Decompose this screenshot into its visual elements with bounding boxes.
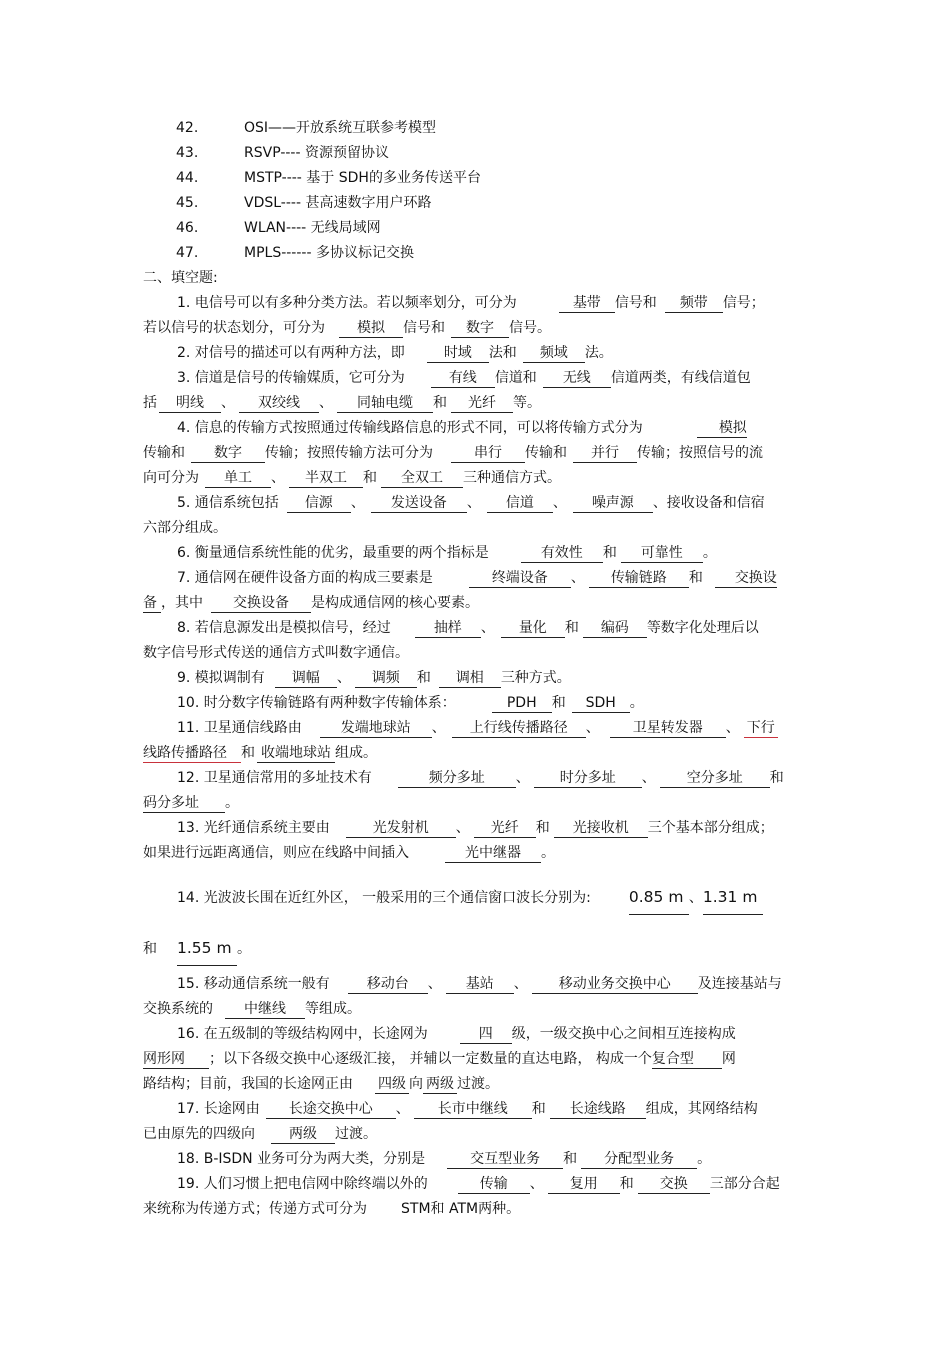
answer-blank: 数字 — [191, 444, 265, 463]
answer-blank: 两级 — [423, 1075, 457, 1094]
list-item: 46. WLAN---- 无线局域网 — [176, 220, 381, 236]
question-3: 3. 信道是信号的传输媒质，它可分为 有线 信道和 无线 信道两类，有线信道包 括 明线 、 双绞线 、 同轴电缆 和 光纤 等。 — [143, 370, 751, 411]
answer-blank: 移动业务交换中心 — [532, 975, 698, 994]
answer-blank: 有线 — [431, 369, 495, 388]
answer-blank: 半双工 — [289, 469, 363, 488]
answer-blank: 卫星转发器 — [610, 719, 726, 738]
answer-blank: 线路传播路径 — [143, 744, 241, 763]
question-15: 15. 移动通信系统一般有 移动台 、 基站 、 移动业务交换中心 及连接基站与 交换系统的 中继线 等组成。 — [143, 976, 782, 1017]
question-18: 18. B-ISDN 业务可分为两大类，分别是 交互型业务 和 分配型业务 。 — [177, 1151, 712, 1167]
question-8: 8. 若信息源发出是模拟信号，经过 抽样 、 量化 和 编码 等数字化处理后以 数字信号形式传送的通信方式叫数字通信。 — [143, 620, 759, 661]
section-title: 二、填空题: — [143, 270, 218, 286]
answer-blank: 交互型业务 — [447, 1150, 563, 1169]
answer-blank: 1.55 m — [177, 931, 237, 966]
answer-blank: 传输链路 — [589, 569, 689, 588]
answer-blank: 调相 — [439, 669, 501, 688]
question-13: 13. 光纤通信系统主要由 光发射机 、 光纤 和 光接收机 三个基本部分组成； 如果进行远距离通信，则应在线路中间插入 光中继器 。 — [143, 820, 774, 861]
answer-blank: 抽样 — [415, 619, 481, 638]
answer-blank: 复用 — [548, 1175, 620, 1194]
answer-blank: 数字 — [451, 319, 509, 338]
question-11: 11. 卫星通信线路由 发端地球站 、 上行线传播路径 、 卫星转发器 、 下行 线路传播路径 和 收端地球站 组成。 — [143, 716, 807, 766]
question-16: 16. 在五级制的等级结构网中，长途网为 四 级，一级交换中心之间相互连接构成 网形网 ；以下各级交换中心逐级汇接， 并辅以一定数量的直达电路， 构成一个复合型 网 路结构；目前，我国的长途网正由 四级 向 两级 过渡。 — [143, 1026, 736, 1092]
answer-blank: 码分多址 — [143, 794, 225, 813]
answer-blank: 明线 — [159, 394, 221, 413]
answer-blank: 0.85 m — [629, 880, 689, 915]
question-5: 5. 通信系统包括 信源 、 发送设备 、 信道 、 噪声源 、接收设备和信宿 六部分组成。 — [143, 495, 765, 536]
answer-blank: 中继线 — [225, 1000, 305, 1019]
list-item: 47. MPLS------ 多协议标记交换 — [176, 245, 414, 261]
answer-blank: 编码 — [583, 619, 647, 638]
answer-blank: 调频 — [355, 669, 417, 688]
list-item: 42. OSI——开放系统互联参考模型 — [176, 120, 437, 136]
answer-blank: 并行 — [573, 444, 637, 463]
question-14: 14. 光波波长围在近红外区， 一般采用的三个通信窗口波长分别为: 0.85 m 、1.31 m 和 1.55 m 。 — [143, 880, 807, 956]
answer-blank: 终端设备 — [469, 569, 571, 588]
answer-blank: 信源 — [287, 494, 351, 513]
answer-blank: 四级 — [375, 1075, 409, 1094]
answer-blank: 长市中继线 — [414, 1100, 532, 1119]
answer-blank: 时域 — [427, 344, 489, 363]
question-19: 19. 人们习惯上把电信网中除终端以外的 传输 、 复用 和 交换 三部分合起 来统称为传递方式；传递方式可分为 STM和 ATM两种。 — [143, 1176, 780, 1217]
question-7: 7. 通信网在硬件设备方面的构成三要素是 终端设备 、 传输链路 和 交换设 备 ，其中 交换设备 是构成通信网的核心要素。 — [143, 570, 777, 611]
answer-blank: 交换设 — [715, 569, 777, 588]
answer-blank: 频带 — [665, 294, 723, 313]
answer-blank: 复合型 — [652, 1050, 722, 1069]
answer-blank: 模拟 — [339, 319, 403, 338]
question-2: 2. 对信号的描述可以有两种方法，即 时域 法和 频域 法。 — [177, 345, 613, 361]
answer-blank: 收端地球站 — [257, 744, 335, 763]
answer-blank: 备 — [143, 594, 161, 613]
answer-blank: 光纤 — [451, 394, 513, 413]
answer-blank: 光发射机 — [346, 819, 456, 838]
answer-blank: 可靠性 — [621, 544, 703, 563]
answer-blank: 光中继器 — [445, 844, 541, 863]
answer-blank: 1.31 m — [703, 880, 763, 915]
answer-blank: 基站 — [446, 975, 514, 994]
answer-blank: 长途交换中心 — [266, 1100, 396, 1119]
answer-blank: 网形网 — [143, 1050, 209, 1069]
answer-blank: 两级 — [271, 1125, 335, 1144]
question-9: 9. 模拟调制有 调幅 、 调频 和 调相 三种方式。 — [177, 670, 571, 686]
answer-blank: 噪声源 — [573, 494, 653, 513]
answer-blank: PDH — [492, 694, 552, 713]
answer-blank: SDH — [572, 694, 630, 713]
abbreviation-list — [0, 116, 950, 266]
answer-blank: 串行 — [451, 444, 525, 463]
answer-blank: 分配型业务 — [581, 1150, 697, 1169]
question-4: 4. 信息的传输方式按照通过传输线路信息的形式不同，可以将传输方式分为 模拟 传输和 数字 传输；按照传输方法可分为 串行 传输和 并行 传输；按照信号的流 向可分为 单工 、 半双工 和 全双工 三种通信方式。 — [143, 420, 763, 486]
answer-blank: 信道 — [487, 494, 553, 513]
answer-blank: 四 — [460, 1025, 512, 1044]
answer-blank: 单工 — [205, 469, 271, 488]
answer-blank: 交换设备 — [211, 594, 311, 613]
answer-blank: 下行 — [744, 719, 778, 738]
answer-blank: 调幅 — [275, 669, 337, 688]
answer-blank: 频域 — [523, 344, 585, 363]
answer-blank: 移动台 — [348, 975, 428, 994]
answer-blank: 双绞线 — [239, 394, 319, 413]
answer-blank: 空分多址 — [660, 769, 770, 788]
question-12: 12. 卫星通信常用的多址技术有 频分多址 、 时分多址 、 空分多址 和 码分多址 。 — [143, 770, 784, 811]
answer-blank: 有效性 — [521, 544, 603, 563]
question-6: 6. 衡量通信系统性能的优劣，最重要的两个指标是 有效性 和 可靠性 。 — [177, 545, 717, 561]
answer-blank: 时分多址 — [534, 769, 642, 788]
answer-blank: 基带 — [559, 294, 615, 313]
question-1: 1. 电信号可以有多种分类方法。若以频率划分，可分为 基带 信号和 频带 信号； 若以信号的状态划分，可分为 模拟 信号和 数字 信号。 — [143, 295, 765, 336]
answer-blank: 同轴电缆 — [337, 394, 433, 413]
answer-blank: 光接收机 — [554, 819, 648, 838]
answer-blank: 传输 — [458, 1175, 530, 1194]
answer-blank: 无线 — [543, 369, 611, 388]
answer-blank: 频分多址 — [398, 769, 516, 788]
answer-blank: 交换 — [638, 1175, 710, 1194]
answer-blank: 模拟 — [697, 419, 747, 438]
answer-blank: 全双工 — [381, 469, 463, 488]
answer-blank: 上行线传播路径 — [452, 719, 586, 738]
list-item: 43. RSVP---- 资源预留协议 — [176, 145, 389, 161]
answer-blank: 发端地球站 — [320, 719, 432, 738]
answer-blank: 光纤 — [474, 819, 536, 838]
list-item: 45. VDSL---- 甚高速数字用户环路 — [176, 195, 432, 211]
answer-blank: 长途线路 — [550, 1100, 646, 1119]
answer-blank: 量化 — [501, 619, 565, 638]
answer-blank: 发送设备 — [371, 494, 467, 513]
list-item: 44. MSTP---- 基于 SDH的多业务传送平台 — [176, 170, 481, 186]
question-17: 17. 长途网由 长途交换中心 、 长市中继线 和 长途线路 组成，其网络结构 已由原先的四级向 两级 过渡。 — [143, 1101, 758, 1142]
question-10: 10. 时分数字传输链路有两种数字传输体系： PDH 和 SDH 。 — [177, 695, 644, 711]
fill-in-section — [143, 266, 807, 1222]
